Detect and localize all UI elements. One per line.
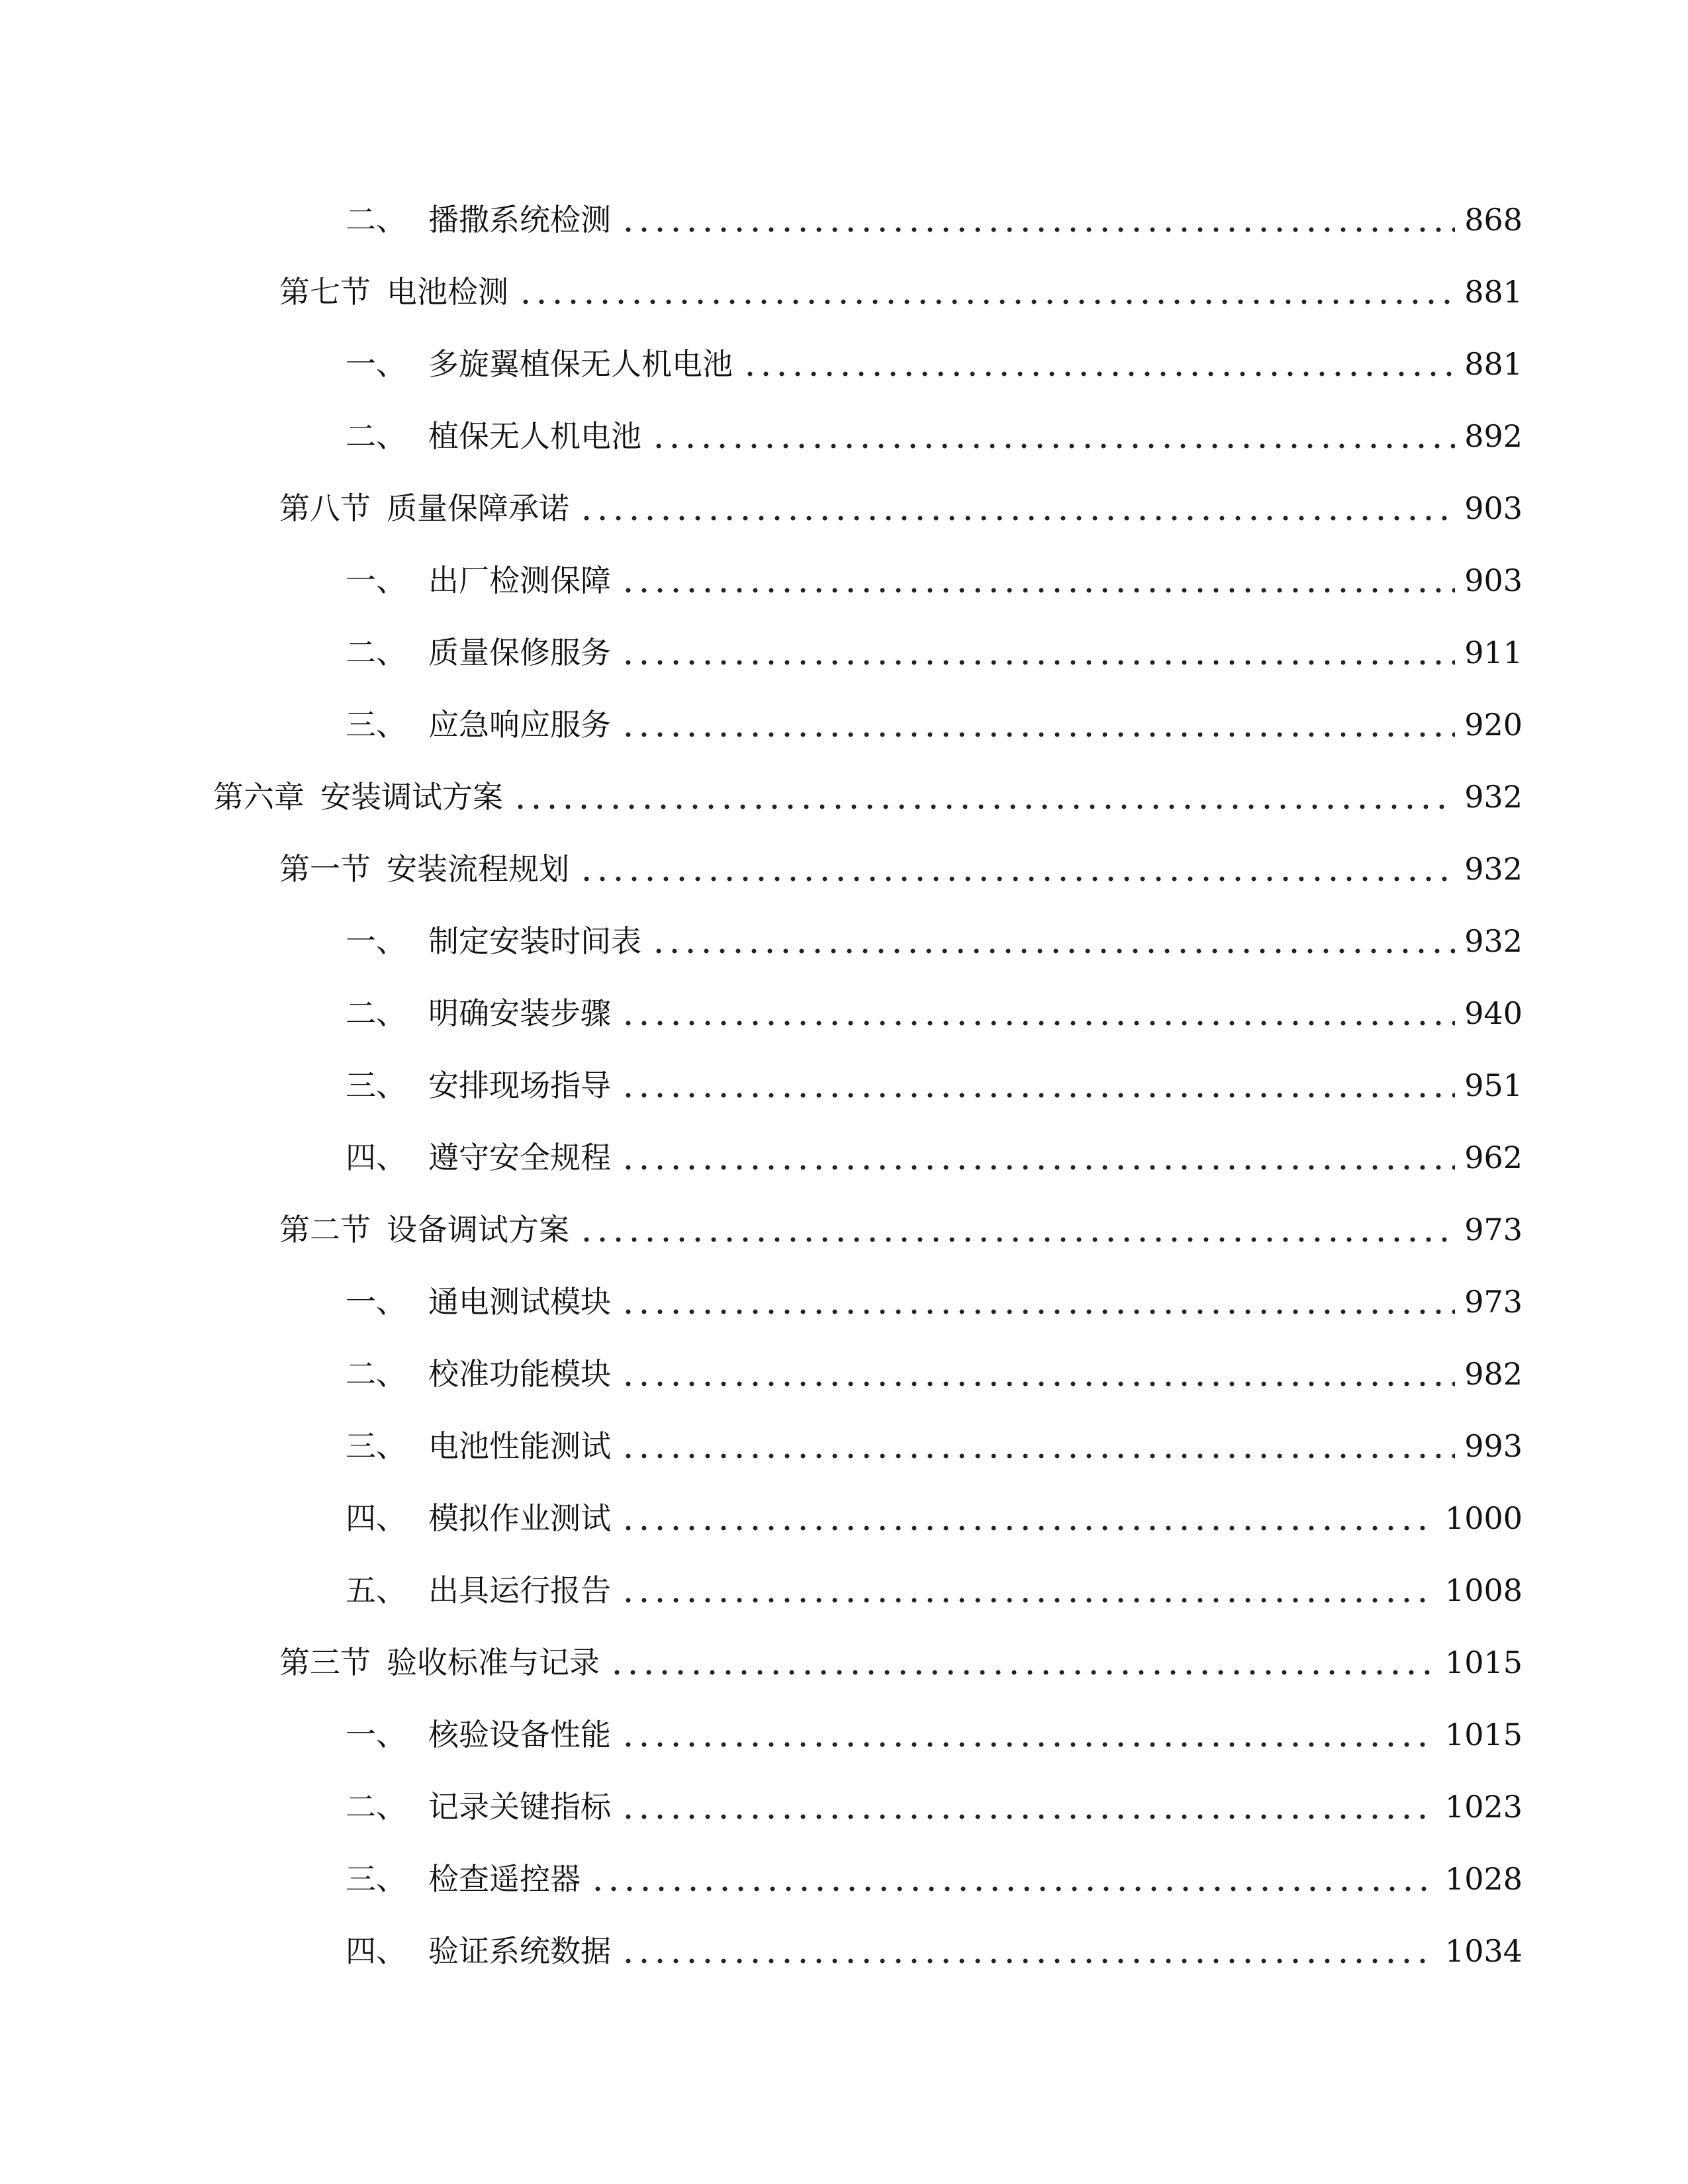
dot-leader (590, 1886, 1436, 1891)
entry-number: 第六章 (213, 779, 305, 815)
entry-number: 一、 (346, 563, 406, 598)
entry-page-number: 982 (1464, 1356, 1523, 1392)
toc-entry[interactable] (346, 1059, 1523, 1112)
entry-title: 制定安装时间表 (428, 923, 641, 959)
entry-page-number: 940 (1464, 995, 1523, 1031)
entry-number: 三、 (346, 1068, 406, 1103)
dot-leader (651, 443, 1455, 449)
entry-number: 四、 (346, 1500, 406, 1536)
entry-title: 播撒系统检测 (428, 202, 611, 238)
toc-entry[interactable] (346, 626, 1523, 679)
entry-page-number: 973 (1464, 1284, 1523, 1320)
entry-number: 二、 (346, 995, 406, 1031)
entry-number: 第二节 (279, 1212, 371, 1248)
entry-number: 第八节 (279, 490, 371, 526)
toc-entry[interactable] (346, 915, 1523, 968)
entry-page-number: 1023 (1444, 1789, 1523, 1825)
entry-number: 一、 (346, 346, 406, 382)
entry-title: 验证系统数据 (428, 1933, 611, 1969)
entry-title: 质量保修服务 (428, 635, 611, 670)
dot-leader (620, 1165, 1455, 1170)
entry-number: 第七节 (279, 274, 371, 310)
entry-page-number: 903 (1464, 563, 1523, 598)
toc-entry[interactable] (346, 193, 1523, 246)
entry-title: 应急响应服务 (428, 707, 611, 743)
entry-title: 出具运行报告 (428, 1572, 611, 1608)
dot-leader (620, 588, 1455, 593)
toc-entry[interactable] (346, 1420, 1523, 1473)
dot-leader (609, 1670, 1436, 1675)
dot-leader (620, 1742, 1436, 1747)
entry-number: 五、 (346, 1572, 406, 1608)
entry-page-number: 892 (1464, 418, 1523, 454)
entry-title: 安装调试方案 (320, 779, 503, 815)
entry-number: 三、 (346, 1428, 406, 1464)
entry-page-number: 1008 (1444, 1572, 1523, 1608)
dot-leader (620, 732, 1455, 737)
toc-entry[interactable] (346, 1564, 1523, 1617)
dot-leader (620, 227, 1455, 232)
entry-page-number: 951 (1464, 1068, 1523, 1103)
entry-number: 一、 (346, 1284, 406, 1320)
entry-title: 电池性能测试 (428, 1428, 611, 1464)
entry-title: 出厂检测保障 (428, 563, 611, 598)
toc-entry[interactable] (279, 265, 1523, 318)
entry-number: 一、 (346, 1717, 406, 1752)
toc-entry[interactable] (346, 1708, 1523, 1761)
toc-entry[interactable] (279, 1203, 1523, 1256)
entry-title: 验收标准与记录 (387, 1645, 600, 1680)
toc-entry[interactable] (346, 554, 1523, 607)
entry-title: 电池检测 (387, 274, 508, 310)
entry-title: 安排现场指导 (428, 1068, 611, 1103)
dot-leader (620, 1381, 1455, 1387)
entry-page-number: 1015 (1444, 1645, 1523, 1680)
toc-entry[interactable] (279, 1636, 1523, 1689)
entry-page-number: 962 (1464, 1140, 1523, 1175)
entry-number: 二、 (346, 1356, 406, 1392)
dot-leader (620, 1309, 1455, 1314)
dot-leader (579, 516, 1455, 521)
entry-title: 核验设备性能 (428, 1717, 611, 1752)
entry-title: 检查遥控器 (428, 1861, 581, 1897)
toc-entry[interactable] (346, 1347, 1523, 1400)
toc-entry[interactable] (279, 482, 1523, 535)
entry-number: 一、 (346, 923, 406, 959)
entry-title: 模拟作业测试 (428, 1500, 611, 1536)
dot-leader (651, 948, 1455, 954)
entry-page-number: 932 (1464, 923, 1523, 959)
dot-leader (620, 1093, 1455, 1098)
dot-leader (620, 1021, 1455, 1026)
entry-number: 四、 (346, 1933, 406, 1969)
entry-title: 遵守安全规程 (428, 1140, 611, 1175)
entry-page-number: 932 (1464, 851, 1523, 887)
entry-number: 第三节 (279, 1645, 371, 1680)
entry-page-number: 1034 (1444, 1933, 1523, 1969)
dot-leader (620, 1598, 1436, 1603)
entry-page-number: 1028 (1444, 1861, 1523, 1897)
dot-leader (620, 1525, 1436, 1531)
toc-entry[interactable] (279, 842, 1523, 895)
entry-page-number: 868 (1464, 202, 1523, 238)
dot-leader (579, 876, 1455, 882)
entry-page-number: 932 (1464, 779, 1523, 815)
dot-leader (579, 1237, 1455, 1242)
entry-page-number: 881 (1464, 274, 1523, 310)
entry-title: 多旋翼植保无人机电池 (428, 346, 733, 382)
entry-page-number: 993 (1464, 1428, 1523, 1464)
entry-title: 校准功能模块 (428, 1356, 611, 1392)
toc-entry[interactable] (346, 1492, 1523, 1545)
entry-number: 二、 (346, 418, 406, 454)
toc-entry[interactable] (346, 698, 1523, 751)
dot-leader (620, 1453, 1455, 1459)
entry-number: 三、 (346, 1861, 406, 1897)
entry-title: 明确安装步骤 (428, 995, 611, 1031)
entry-title: 记录关键指标 (428, 1789, 611, 1825)
dot-leader (742, 371, 1455, 377)
entry-number: 四、 (346, 1140, 406, 1175)
entry-number: 二、 (346, 635, 406, 670)
entry-page-number: 911 (1464, 635, 1523, 670)
dot-leader (512, 804, 1455, 809)
entry-page-number: 1015 (1444, 1717, 1523, 1752)
entry-title: 质量保障承诺 (387, 490, 569, 526)
toc-entry[interactable] (346, 338, 1523, 390)
entry-number: 三、 (346, 707, 406, 743)
toc-entry[interactable] (346, 987, 1523, 1040)
toc-entry[interactable] (346, 1852, 1523, 1905)
toc-entry[interactable] (346, 1275, 1523, 1328)
dot-leader (620, 660, 1455, 665)
entry-title: 设备调试方案 (387, 1212, 569, 1248)
entry-page-number: 903 (1464, 490, 1523, 526)
entry-page-number: 973 (1464, 1212, 1523, 1248)
toc-entry[interactable] (213, 770, 1523, 823)
entry-title: 通电测试模块 (428, 1284, 611, 1320)
entry-title: 安装流程规划 (387, 851, 569, 887)
entry-number: 二、 (346, 1789, 406, 1825)
dot-leader (518, 299, 1455, 304)
toc-entry[interactable] (346, 1131, 1523, 1184)
entry-number: 二、 (346, 202, 406, 238)
entry-page-number: 920 (1464, 707, 1523, 743)
dot-leader (620, 1814, 1436, 1819)
entry-page-number: 881 (1464, 346, 1523, 382)
toc-entry[interactable] (346, 410, 1523, 463)
entry-page-number: 1000 (1444, 1500, 1523, 1536)
dot-leader (620, 1958, 1436, 1964)
entry-number: 第一节 (279, 851, 371, 887)
toc-entry[interactable] (346, 1780, 1523, 1833)
entry-title: 植保无人机电池 (428, 418, 641, 454)
toc-entry[interactable] (346, 1925, 1523, 1978)
